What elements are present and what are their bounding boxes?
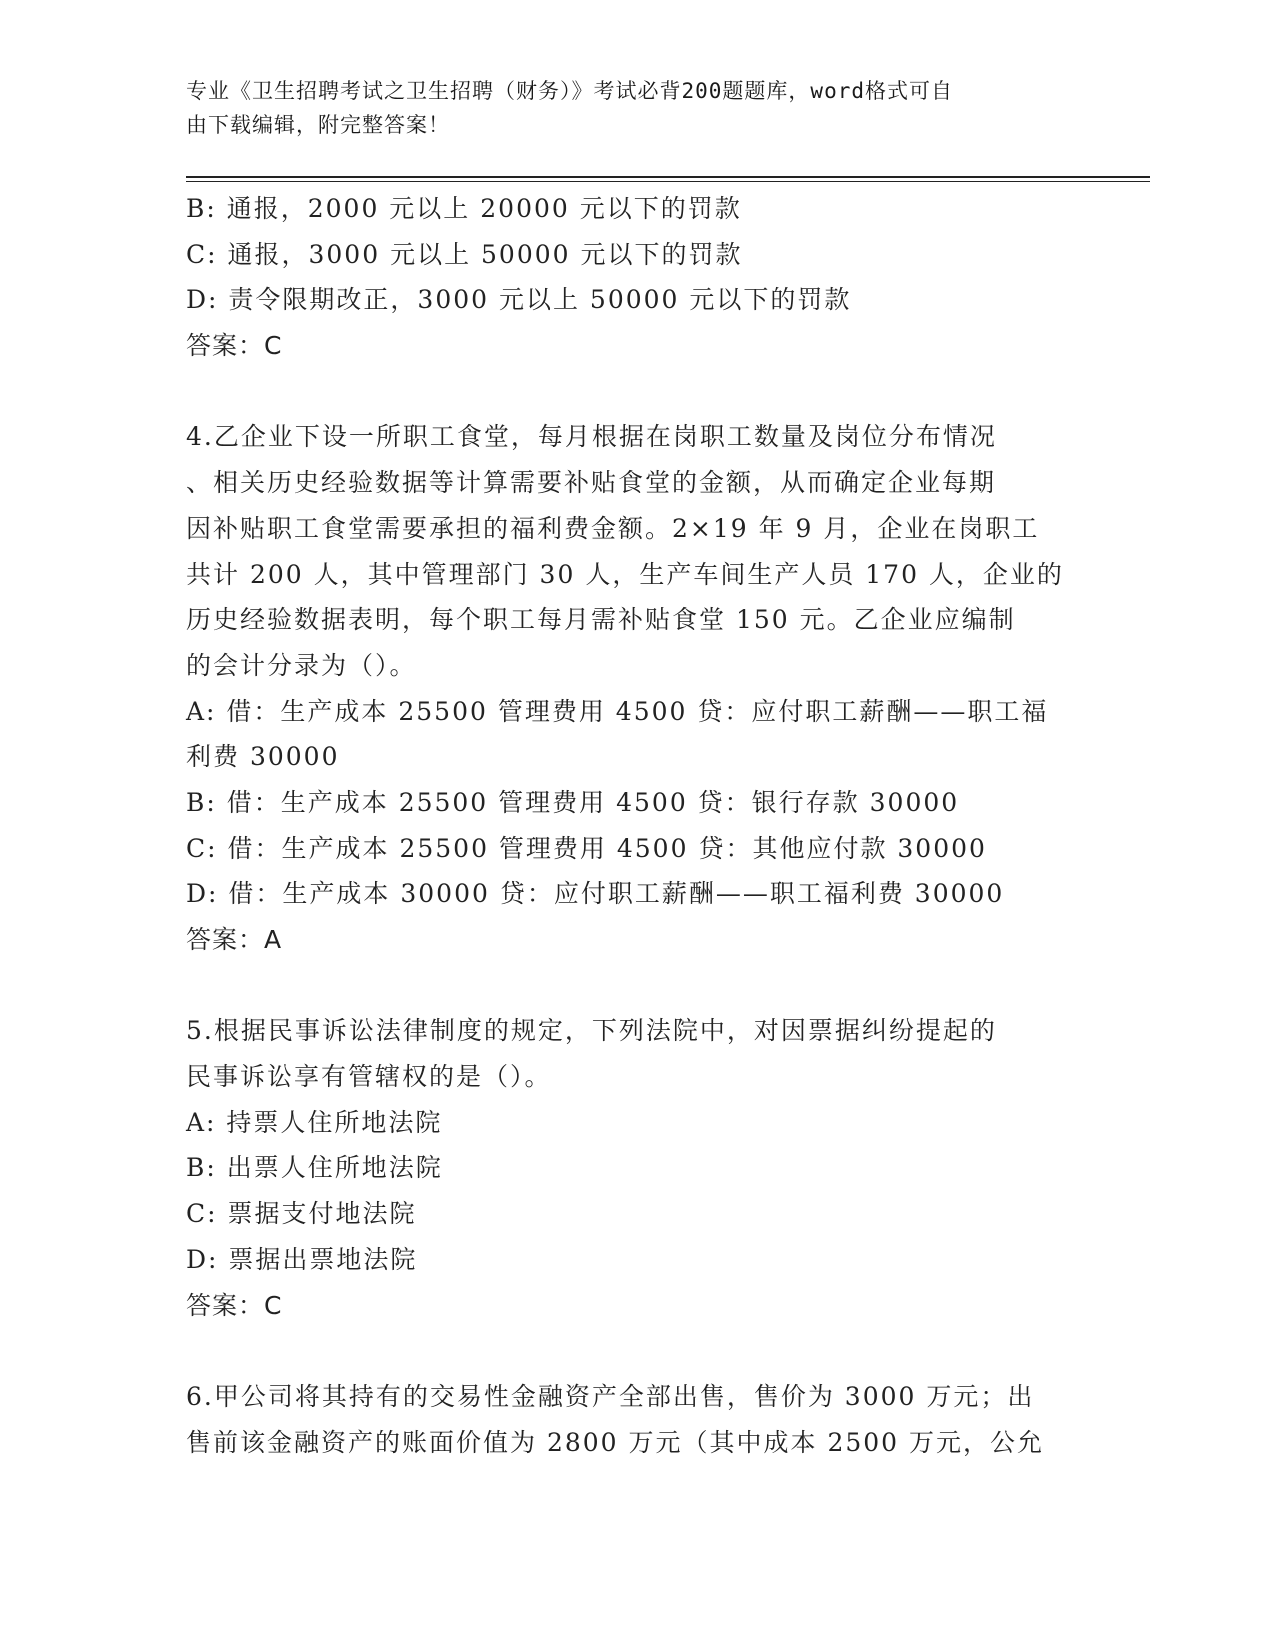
spacer — [186, 1328, 1086, 1374]
q4-answer: 答案：A — [186, 925, 283, 954]
q4-option-a-cont: 利费 30000 — [186, 742, 340, 772]
q5-option-a: A: 持票人住所地法院 — [186, 1107, 443, 1137]
header-rule-thin — [186, 181, 1150, 182]
q4-stem-line: 的会计分录为（）。 — [186, 650, 417, 680]
header-rule — [186, 176, 1150, 178]
q3-option-c: C: 通报，3000 元以上 50000 元以下的罚款 — [186, 239, 743, 269]
q3-answer: 答案：C — [186, 331, 283, 361]
q3-option-d: D: 责令限期改正，3000 元以上 50000 元以下的罚款 — [186, 285, 852, 315]
q5-option-d: D: 票据出票地法院 — [186, 1244, 418, 1274]
question-6 — [186, 1374, 1086, 1465]
document-header — [186, 74, 1086, 142]
q6-stem-line: 售前该金融资产的账面价值为 2800 万元（其中成本 2500 万元，公允 — [186, 1427, 1045, 1457]
q4-stem-line: 历史经验数据表明，每个职工每月需补贴食堂 150 元。乙企业应编制 — [186, 605, 1016, 635]
q5-stem-line: 民事诉讼享有管辖权的是（）。 — [186, 1062, 552, 1092]
header-line-2: 由下载编辑，附完整答案！ — [186, 113, 450, 137]
q4-stem-line: 4.乙企业下设一所职工食堂，每月根据在岗职工数量及岗位分布情况 — [186, 422, 997, 452]
question-3 — [186, 186, 1086, 369]
spacer — [186, 963, 1086, 1009]
q4-option-a: A: 借：生产成本 25500 管理费用 4500 贷：应付职工薪酬——职工福 — [186, 696, 1049, 726]
question-5 — [186, 1008, 1086, 1328]
q5-option-c: C: 票据支付地法院 — [186, 1199, 417, 1229]
q5-answer: 答案：C — [186, 1290, 283, 1320]
header-line-1: 专业《卫生招聘考试之卫生招聘（财务）》考试必背200题题库，word格式可自 — [186, 79, 953, 103]
q4-option-b: B: 借：生产成本 25500 管理费用 4500 贷：银行存款 30000 — [186, 787, 960, 817]
q4-stem-line: 、相关历史经验数据等计算需要补贴食堂的金额，从而确定企业每期 — [186, 468, 997, 498]
question-4 — [186, 414, 1086, 962]
q4-stem-line: 因补贴职工食堂需要承担的福利费金额。2×19 年 9 月，企业在岗职工 — [186, 513, 1040, 543]
q5-stem-line: 5.根据民事诉讼法律制度的规定，下列法院中，对因票据纠纷提起的 — [186, 1016, 997, 1046]
q6-stem-line: 6.甲公司将其持有的交易性金融资产全部出售，售价为 3000 万元；出 — [186, 1381, 1035, 1411]
spacer — [186, 369, 1086, 415]
q4-option-c: C: 借：生产成本 25500 管理费用 4500 贷：其他应付款 30000 — [186, 833, 987, 863]
document-body — [186, 186, 1086, 1465]
q4-option-d: D: 借：生产成本 30000 贷：应付职工薪酬——职工福利费 30000 — [186, 879, 1005, 909]
q5-option-b: B: 出票人住所地法院 — [186, 1153, 443, 1183]
q3-option-b: B: 通报，2000 元以上 20000 元以下的罚款 — [186, 194, 742, 223]
q4-stem-line: 共计 200 人，其中管理部门 30 人，生产车间生产人员 170 人，企业的 — [186, 559, 1064, 589]
